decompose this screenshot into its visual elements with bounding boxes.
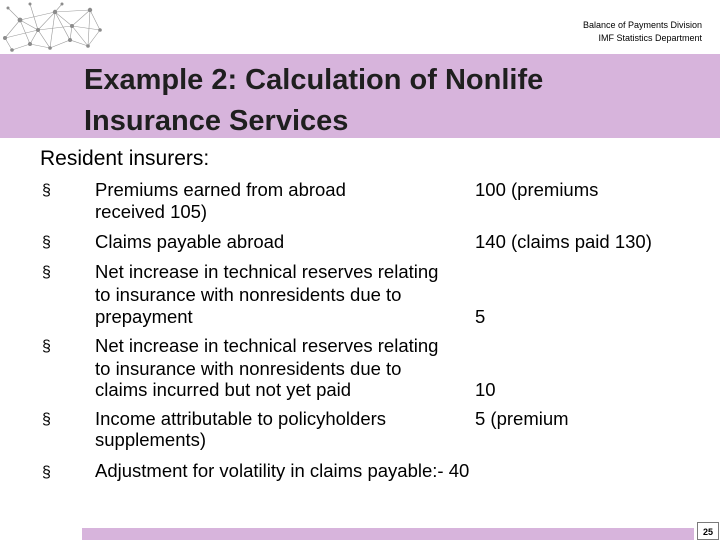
item-text: Adjustment for volatility in claims payable:- 40 bbox=[95, 460, 470, 481]
network-logo bbox=[0, 0, 110, 58]
item-text: Net increase in technical reserves relating bbox=[95, 261, 439, 282]
bullet-icon: § bbox=[42, 264, 51, 281]
item-value: 100 (premiums bbox=[475, 179, 599, 200]
title-line-1: Example 2: Calculation of Nonlife bbox=[84, 64, 544, 96]
item-value: 5 bbox=[475, 306, 486, 327]
item-text: to insurance with nonresidents due to bbox=[95, 358, 402, 379]
list-item bbox=[95, 460, 695, 505]
bullet-icon: § bbox=[42, 411, 51, 428]
item-text: received 105) bbox=[95, 201, 208, 222]
item-text: Income attributable to policyholders bbox=[95, 408, 387, 429]
bullet-icon: § bbox=[42, 338, 51, 355]
page-number: 25 bbox=[697, 522, 719, 540]
item-text: prepayment bbox=[95, 306, 193, 327]
item-value: 10 bbox=[475, 379, 496, 400]
item-text: supplements) bbox=[95, 429, 207, 450]
header-text bbox=[583, 19, 702, 45]
division-label: Balance of Payments Division bbox=[582, 20, 702, 30]
item-value: 5 (premium bbox=[475, 408, 569, 429]
item-text: Premiums earned from abroad bbox=[95, 179, 346, 200]
item-text: to insurance with nonresidents due to bbox=[95, 284, 402, 305]
footer-bar bbox=[82, 528, 694, 540]
item-text: claims incurred but not yet paid bbox=[95, 379, 352, 400]
slide-title bbox=[84, 60, 543, 142]
section-heading: Resident insurers: bbox=[40, 147, 210, 170]
title-line-2: Insurance Services bbox=[84, 105, 349, 137]
item-text: Claims payable abroad bbox=[95, 231, 285, 252]
bullet-icon: § bbox=[42, 234, 51, 251]
department-label: IMF Statistics Department bbox=[598, 33, 702, 43]
item-text: Net increase in technical reserves relating bbox=[95, 335, 439, 356]
item-value: 140 (claims paid 130) bbox=[475, 231, 652, 252]
bullet-icon: § bbox=[42, 182, 51, 199]
bullet-icon: § bbox=[42, 464, 51, 481]
